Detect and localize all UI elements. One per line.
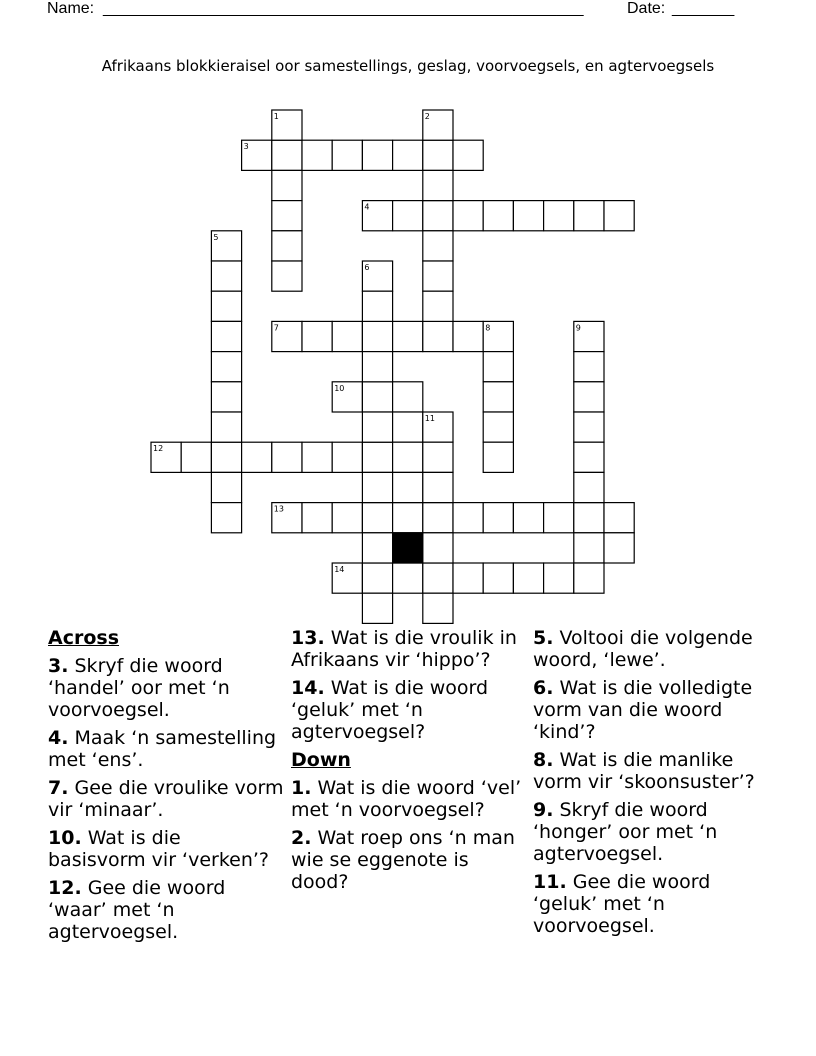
- grid-cell[interactable]: [483, 352, 513, 382]
- grid-cell[interactable]: [423, 321, 453, 351]
- clue-across-7: 7. Gee die vroulike vorm vir ‘minaar’.: [48, 777, 284, 821]
- clues-section: [0, 627, 816, 1027]
- clue-down-1: 1. Wat is die woord ‘vel’ met ‘n voorvoegsel?: [291, 777, 522, 821]
- grid-cell[interactable]: [544, 563, 574, 593]
- grid-cell[interactable]: [513, 201, 543, 231]
- grid-cell[interactable]: [362, 563, 392, 593]
- grid-cell[interactable]: [574, 412, 604, 442]
- grid-cell[interactable]: [362, 352, 392, 382]
- grid-cell[interactable]: [211, 503, 241, 533]
- across-heading: Across: [48, 627, 120, 649]
- grid-cell[interactable]: [453, 321, 483, 351]
- grid-cell[interactable]: [302, 140, 332, 170]
- grid-cell[interactable]: [211, 291, 241, 321]
- grid-cell[interactable]: [272, 261, 302, 291]
- grid-cell[interactable]: [544, 503, 574, 533]
- clue-down-5: 5. Voltooi die volgende woord, ‘lewe’.: [533, 627, 753, 671]
- puzzle-title: Afrikaans blokkieraisel oor samestellings, geslag, voorvoegsels, en agtervoegsels: [101, 57, 715, 75]
- clue-number-9: 9: [575, 323, 581, 333]
- clue-across-10: 10. Wat is die basisvorm vir ‘verken’?: [48, 827, 270, 871]
- clue-number-2: 2: [424, 112, 430, 121]
- clue-number-11: 11: [424, 414, 435, 423]
- grid-cell[interactable]: [362, 382, 392, 412]
- grid-cell[interactable]: [574, 352, 604, 382]
- clue-number-1: 1: [273, 112, 279, 121]
- grid-cell[interactable]: [574, 503, 604, 533]
- clues-column-1: [48, 627, 284, 949]
- grid-cell[interactable]: [211, 472, 241, 502]
- clues-column-3: [533, 627, 773, 943]
- grid-cell[interactable]: [393, 382, 423, 412]
- grid-cell[interactable]: [302, 321, 332, 351]
- date-label: Date:: [627, 0, 666, 17]
- black-cell: [393, 533, 423, 563]
- grid-cell[interactable]: [362, 533, 392, 563]
- grid-cell[interactable]: [272, 442, 302, 472]
- clue-number-6: 6: [364, 263, 370, 272]
- grid-cell[interactable]: [423, 261, 453, 291]
- grid-cell[interactable]: [272, 201, 302, 231]
- clue-down-2: 2. Wat roep ons ‘n man wie se eggenote is dood?: [291, 827, 515, 893]
- grid-cell[interactable]: [362, 442, 392, 472]
- grid-cell[interactable]: [574, 201, 604, 231]
- grid-cell[interactable]: [423, 503, 453, 533]
- grid-cell[interactable]: [393, 201, 423, 231]
- grid-cell[interactable]: [302, 442, 332, 472]
- grid-cell[interactable]: [211, 412, 241, 442]
- grid-cell[interactable]: [453, 563, 483, 593]
- clue-down-9: 9. Skryf die woord ‘honger’ oor met ‘n agtervoegsel.: [533, 799, 718, 865]
- grid-cell[interactable]: [211, 382, 241, 412]
- grid-cell[interactable]: [574, 472, 604, 502]
- grid-cell[interactable]: [302, 503, 332, 533]
- down-heading: Down: [291, 749, 351, 771]
- grid-cell[interactable]: [574, 563, 604, 593]
- grid-cell[interactable]: [453, 201, 483, 231]
- grid-cell[interactable]: [332, 321, 362, 351]
- clue-across-3: 3. Skryf die woord ‘handel’ oor met ‘n voorvoegsel.: [48, 655, 230, 721]
- grid-cell[interactable]: [332, 442, 362, 472]
- clue-number-7: 7: [273, 323, 279, 333]
- grid-cell[interactable]: [272, 140, 302, 170]
- clue-number-5: 5: [213, 232, 219, 242]
- grid-cell[interactable]: [423, 291, 453, 321]
- grid-cell[interactable]: [483, 382, 513, 412]
- grid-cell[interactable]: [272, 170, 302, 200]
- clue-down-6: 6. Wat is die volledigte vorm van die woord ‘kind’?: [533, 677, 753, 743]
- grid-cell[interactable]: [483, 412, 513, 442]
- clue-across-13: 13. Wat is die vroulik in Afrikaans vir ‘hippo’?: [291, 627, 517, 671]
- grid-cell[interactable]: [393, 140, 423, 170]
- grid-cell[interactable]: [544, 201, 574, 231]
- grid-cell[interactable]: [393, 442, 423, 472]
- grid-cell[interactable]: [423, 140, 453, 170]
- name-line: ______________________________________________________: [103, 0, 584, 17]
- name-label: Name:: [47, 0, 95, 17]
- grid-cell[interactable]: [272, 231, 302, 261]
- grid-cell[interactable]: [242, 442, 272, 472]
- grid-cell[interactable]: [362, 472, 392, 502]
- grid-cell[interactable]: [362, 412, 392, 442]
- grid-cell[interactable]: [604, 503, 634, 533]
- grid-cell[interactable]: [423, 563, 453, 593]
- grid-cell[interactable]: [393, 412, 423, 442]
- grid-cell[interactable]: [604, 201, 634, 231]
- clue-across-12: 12. Gee die woord ‘waar’ met ‘n agtervoegsel.: [48, 877, 226, 943]
- grid-cell[interactable]: [211, 321, 241, 351]
- date-line: _______: [672, 0, 735, 17]
- grid-cell[interactable]: [513, 503, 543, 533]
- grid-cell[interactable]: [423, 231, 453, 261]
- grid-cell[interactable]: [483, 503, 513, 533]
- grid-cell[interactable]: [423, 442, 453, 472]
- grid-cell[interactable]: [483, 442, 513, 472]
- clue-number-3: 3: [243, 142, 249, 152]
- clue-number-14: 14: [334, 565, 345, 574]
- grid-cell[interactable]: [574, 442, 604, 472]
- grid-cell[interactable]: [453, 503, 483, 533]
- grid-cell[interactable]: [423, 170, 453, 200]
- grid-cell[interactable]: [423, 201, 453, 231]
- grid-cell[interactable]: [332, 140, 362, 170]
- grid-cell[interactable]: [211, 261, 241, 291]
- clue-across-14: 14. Wat is die woord ‘geluk’ met ‘n agtervoegsel?: [291, 677, 489, 743]
- clue-down-8: 8. Wat is die manlike vorm vir ‘skoonsuster’?: [533, 749, 755, 793]
- grid-cell[interactable]: [393, 563, 423, 593]
- clues-column-2: [291, 627, 531, 899]
- grid-cell[interactable]: [423, 533, 453, 563]
- grid-cell[interactable]: [362, 503, 392, 533]
- grid-cell[interactable]: [453, 140, 483, 170]
- clue-number-13: 13: [273, 504, 284, 514]
- grid-cell[interactable]: [393, 472, 423, 502]
- clue-down-11: 11. Gee die woord ‘geluk’ met ‘n voorvoegsel.: [533, 871, 711, 937]
- grid-cell[interactable]: [362, 291, 392, 321]
- grid-cell[interactable]: [362, 593, 392, 623]
- grid-cell[interactable]: [483, 201, 513, 231]
- grid-cell[interactable]: [604, 533, 634, 563]
- grid-cell[interactable]: [423, 593, 453, 623]
- grid-cell[interactable]: [393, 321, 423, 351]
- grid-cell[interactable]: [513, 563, 543, 593]
- clue-number-10: 10: [334, 383, 345, 393]
- grid-cell[interactable]: [211, 442, 241, 472]
- grid-cell[interactable]: [362, 321, 392, 351]
- grid-cell[interactable]: [393, 503, 423, 533]
- grid-cell[interactable]: [181, 442, 211, 472]
- clue-number-8: 8: [485, 323, 491, 333]
- grid-cell[interactable]: [483, 563, 513, 593]
- grid-cell[interactable]: [423, 472, 453, 502]
- grid-cell[interactable]: [211, 352, 241, 382]
- grid-cell[interactable]: [574, 382, 604, 412]
- grid-cell[interactable]: [362, 140, 392, 170]
- clue-number-4: 4: [364, 202, 370, 212]
- clue-across-4: 4. Maak ‘n samestelling met ‘ens’.: [48, 727, 277, 771]
- grid-cell[interactable]: [332, 503, 362, 533]
- grid-cell[interactable]: [574, 533, 604, 563]
- clue-number-12: 12: [153, 444, 164, 454]
